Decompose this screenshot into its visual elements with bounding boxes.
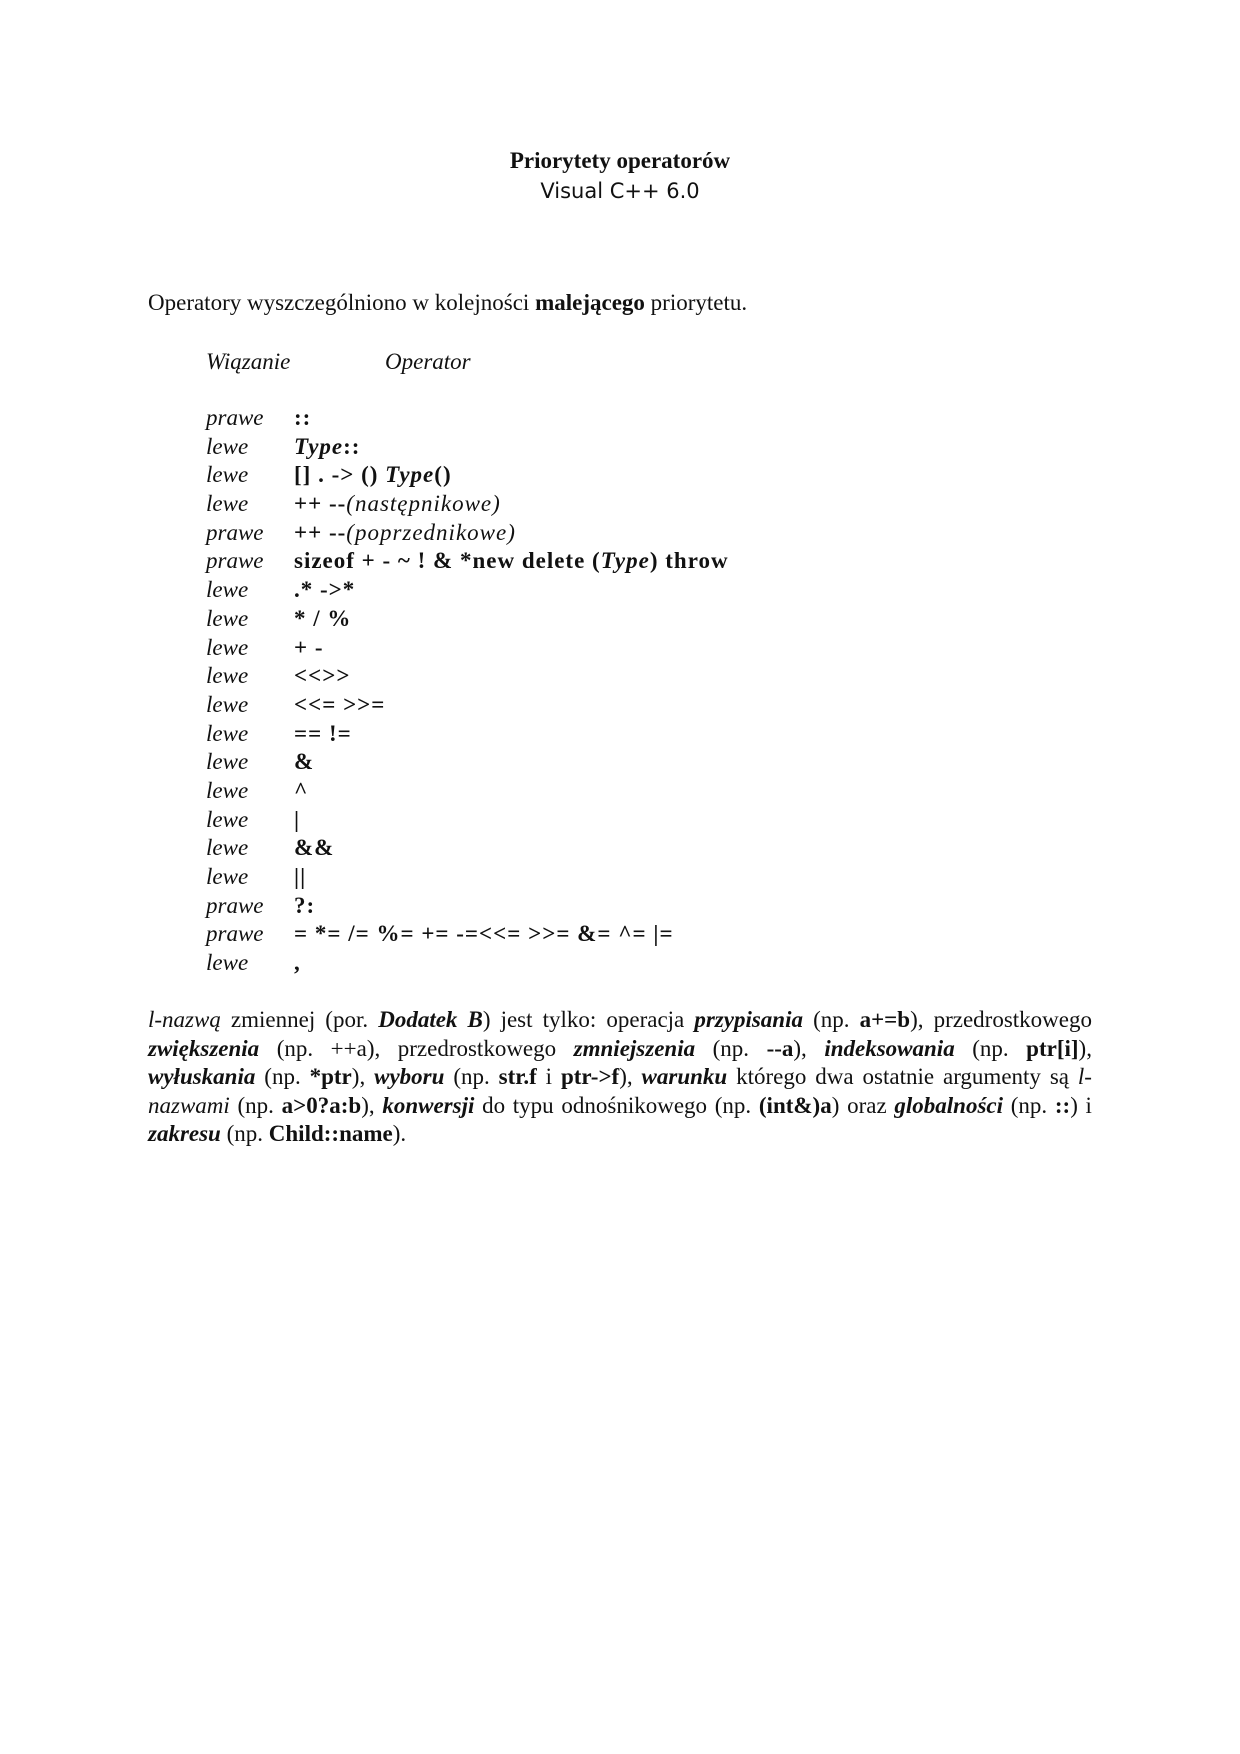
paragraph-segment: indeksowania <box>824 1035 955 1061</box>
operator-table <box>206 404 729 978</box>
operator-cell: == != <box>294 720 352 746</box>
operator-cell: & <box>294 749 315 775</box>
paragraph-segment: str.f <box>498 1064 537 1090</box>
operator-cell: = *= /= %= += -=<<= >>= &= ^= |= <box>294 921 674 947</box>
operator-row <box>206 605 729 634</box>
binding-cell: lewe <box>206 806 249 832</box>
operator-row <box>206 720 729 749</box>
binding-cell: lewe <box>206 720 249 746</box>
operator-cell <box>294 433 360 462</box>
paragraph-segment: ), <box>793 1035 825 1061</box>
operator-row <box>206 777 729 806</box>
paragraph-segment: ). <box>392 1121 407 1147</box>
operator-row <box>206 892 729 921</box>
binding-cell: lewe <box>206 634 249 660</box>
paragraph-segment: l-nazwą <box>148 1007 221 1032</box>
column-header-binding: Wiązanie <box>206 349 291 374</box>
operator-cell: <<= >>= <box>294 691 386 717</box>
operator-cell <box>294 547 729 576</box>
operator-row <box>206 634 729 663</box>
operator-row <box>206 404 729 433</box>
operator-cell <box>294 490 501 519</box>
paragraph-segment: ) jest tylko: operacja <box>482 1007 695 1032</box>
paragraph-segment: (np. <box>255 1064 310 1090</box>
paragraph-segment: zwiększenia <box>148 1035 260 1061</box>
binding-cell: lewe <box>206 462 249 488</box>
binding-cell: prawe <box>206 519 264 545</box>
paragraph-segment: a>0?a:b <box>281 1092 362 1118</box>
operator-row <box>206 490 729 519</box>
paragraph-segment: *ptr <box>309 1064 352 1090</box>
operator-row <box>206 547 729 576</box>
paragraph-segment: (np. <box>220 1121 269 1147</box>
paragraph-segment: ), <box>619 1064 642 1090</box>
operator-row <box>206 519 729 548</box>
operator-cell <box>294 519 516 548</box>
paragraph-segment: konwersji <box>382 1092 475 1118</box>
binding-cell: prawe <box>206 892 264 918</box>
paragraph-segment: (np. <box>444 1064 499 1090</box>
binding-cell: lewe <box>206 864 249 889</box>
operator-row <box>206 748 729 777</box>
operator-row <box>206 920 729 949</box>
paragraph-segment: (np. <box>695 1035 767 1061</box>
paragraph-segment: ), przedrostkowego <box>366 1035 574 1061</box>
paragraph-segment: zmniejszenia <box>573 1035 696 1061</box>
operator-row <box>206 806 729 835</box>
operator-row <box>206 691 729 720</box>
operator-part: ++ -- <box>294 519 347 545</box>
operator-cell: <<>> <box>294 663 351 689</box>
operator-row <box>206 949 729 978</box>
binding-cell: prawe <box>206 405 264 430</box>
operator-part: sizeof + - ~ ! & *new delete ( <box>294 548 601 574</box>
intro-text-after: priorytetu. <box>644 290 748 315</box>
paragraph-segment: którego dwa ostatnie argumenty są <box>727 1064 1078 1090</box>
paragraph-segment: zmiennej (por. <box>220 1007 379 1032</box>
operator-part: ) throw <box>649 548 729 574</box>
intro-emphasis: malejącego <box>535 290 645 315</box>
binding-cell: lewe <box>206 605 249 631</box>
paragraph-segment: (np. <box>229 1092 282 1118</box>
column-header-operator: Operator <box>385 349 471 374</box>
operator-part: [] . -> () <box>294 462 386 488</box>
operator-row <box>206 662 729 691</box>
operator-row <box>206 461 729 490</box>
binding-cell: prawe <box>206 548 264 574</box>
operator-cell: && <box>294 835 335 861</box>
paragraph-segment: przypisania <box>694 1007 803 1032</box>
paragraph-segment: ), przedrostkowego <box>910 1007 1092 1032</box>
binding-cell: lewe <box>206 835 249 861</box>
binding-cell: lewe <box>206 749 249 775</box>
paragraph-segment: (np. <box>954 1035 1027 1061</box>
paragraph-segment: wyłuskania <box>148 1064 256 1090</box>
paragraph-segment: do typu odnośnikowego (np. <box>474 1092 759 1118</box>
paragraph-segment: i <box>536 1064 561 1090</box>
intro-text-before: Operatory wyszczególniono w kolejności <box>148 290 536 315</box>
paragraph-segment: ), <box>1078 1035 1092 1061</box>
operator-part: Type <box>294 433 344 459</box>
binding-cell: lewe <box>206 433 249 459</box>
operator-row <box>206 834 729 863</box>
paragraph-segment: --a <box>766 1035 794 1061</box>
operator-part: () <box>434 462 452 488</box>
paragraph-segment: ) i <box>1070 1092 1092 1118</box>
operator-cell: ?: <box>294 892 316 918</box>
binding-cell: lewe <box>206 577 249 603</box>
paragraph-segment: wyboru <box>374 1064 445 1090</box>
binding-cell: lewe <box>206 950 249 976</box>
paragraph-segment: Child::name <box>268 1121 393 1147</box>
page-subtitle: Visual C++ 6.0 <box>540 179 700 203</box>
paragraph-segment: (np. <box>802 1007 860 1032</box>
paragraph-segment: ) oraz <box>831 1092 895 1118</box>
paragraph-segment: warunku <box>641 1064 728 1090</box>
operator-row <box>206 433 729 462</box>
page-title: Priorytety operatorów <box>509 148 731 173</box>
operator-cell: * / % <box>294 605 352 631</box>
binding-cell: prawe <box>206 921 264 947</box>
paragraph-segment: zakresu <box>148 1121 221 1147</box>
paragraph-segment: a+=b <box>859 1007 911 1032</box>
operator-cell: :: <box>294 405 312 430</box>
l-value-note-paragraph <box>148 1006 1092 1149</box>
paragraph-segment: ptr->f <box>560 1064 620 1090</box>
operator-part: (następnikowe) <box>346 491 501 517</box>
operator-part: :: <box>343 433 361 459</box>
paragraph-segment: ), <box>361 1092 383 1118</box>
operator-cell: + - <box>294 634 324 660</box>
paragraph-segment: ), <box>351 1064 375 1090</box>
operator-cell <box>294 461 452 490</box>
paragraph-segment: Dodatek B <box>378 1007 483 1032</box>
paragraph-segment: (int&)a <box>758 1092 832 1118</box>
paragraph-segment: (np. <box>259 1035 331 1061</box>
paragraph-segment: ptr[i] <box>1026 1035 1079 1061</box>
binding-cell: lewe <box>206 663 249 689</box>
operator-part: (poprzednikowe) <box>346 519 516 545</box>
operator-part: Type <box>600 548 650 574</box>
operator-row <box>206 576 729 605</box>
operator-cell: ^ <box>294 777 309 803</box>
operator-row <box>206 863 729 892</box>
operator-cell: | <box>294 806 301 832</box>
intro-sentence <box>148 288 747 318</box>
binding-cell: lewe <box>206 691 249 717</box>
paragraph-segment: :: <box>1054 1092 1071 1118</box>
operator-cell: || <box>294 864 307 889</box>
paragraph-segment: (np. <box>1003 1092 1055 1118</box>
binding-cell: lewe <box>206 491 249 517</box>
binding-cell: lewe <box>206 777 249 803</box>
operator-part: ++ -- <box>294 491 347 517</box>
paragraph-segment: globalności <box>894 1092 1004 1118</box>
operator-cell: .* ->* <box>294 577 356 603</box>
paragraph-segment: l-nazwami <box>148 1064 1092 1118</box>
paragraph-segment: ++a <box>330 1035 367 1061</box>
operator-cell: , <box>294 950 301 976</box>
operator-part: Type <box>385 462 435 488</box>
